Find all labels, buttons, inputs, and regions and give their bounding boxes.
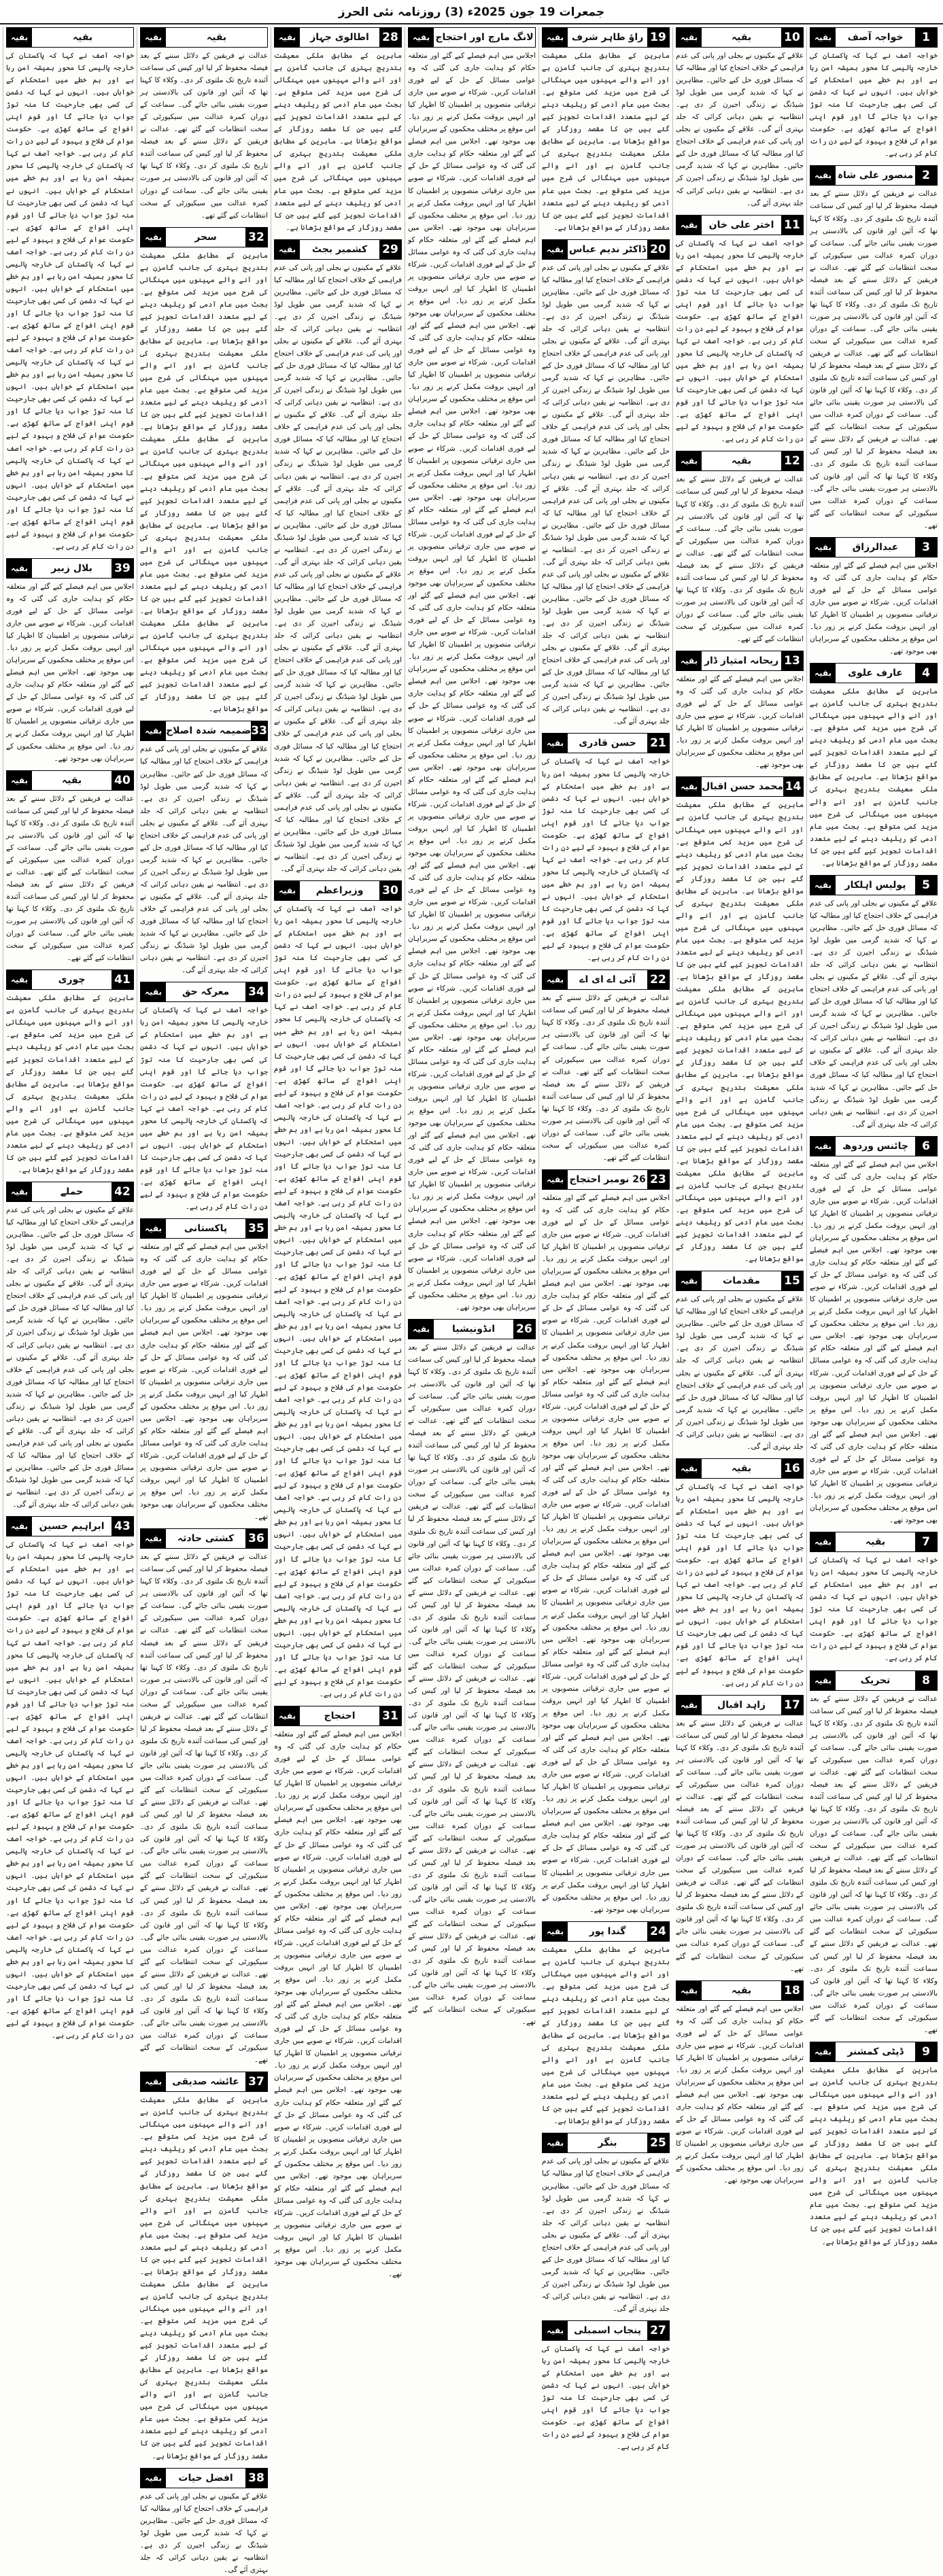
column-2 [672,27,806,2185]
article-heading [542,733,670,753]
article-heading [274,1706,402,1726]
baqiya-label: بقیہ [676,651,702,670]
article-heading [676,1458,804,1479]
article-body: ماہرین کے مطابق ملکی معیشت بتدریج بہتری کی جانب گامزن ہے اور آنے والے مہینوں میں مہنگائی کی شرح میں مزید کمی متوقع ہے۔ بجٹ میں عام آدمی کو ریلیف دینے کے لیے متعدد اقدامات تجویز کیے گئے ہیں جن کا مقصد روزگار کے مواقع بڑھانا ہے۔ ماہرین کے مطابق ملکی معیشت بتدریج بہتری کی جانب گامزن ہے اور آنے والے مہینوں میں مہنگائی کی شرح میں مزید کمی متوقع ہے۔ بجٹ میں عام آدمی کو ریلیف دینے کے لیے متعدد اقدامات تجویز کیے گئے ہیں جن کا مقصد روزگار کے مواقع بڑھانا ہے۔ [6,994,134,1174]
baqiya-label: بقیہ [275,881,300,900]
article-title: وزیراعظم [315,885,364,897]
article-continuation [140,2072,268,2462]
baqiya-label: بقیہ [7,1517,32,1536]
article-heading [140,1528,268,1549]
baqiya-label: بقیہ [810,876,836,895]
baqiya-label: بقیہ [275,28,300,47]
article-title: بقیہ [731,1985,752,1996]
article-continuation [140,1528,268,2066]
article-title: آئی اے ای اے [579,974,636,986]
continuation-number: 5 [915,876,937,895]
article-heading [542,1921,670,1942]
article-continuation [542,733,670,964]
article-body: ماہرین کے مطابق ملکی معیشت بتدریج بہتری کی جانب گامزن ہے اور آنے والے مہینوں میں مہنگائی کی شرح میں مزید کمی متوقع ہے۔ بجٹ میں عام آدمی کو ریلیف دینے کے لیے متعدد اقدامات تجویز کیے گئے ہیں جن کا مقصد روزگار کے مواقع بڑھانا ہے۔ ماہرین کے مطابق ملکی معیشت بتدریج بہتری کی جانب گامزن ہے اور آنے والے مہینوں میں مہنگائی کی شرح میں مزید کمی متوقع ہے۔ بجٹ میں عام آدمی کو ریلیف دینے کے لیے متعدد اقدامات تجویز کیے گئے ہیں جن کا مقصد روزگار کے مواقع بڑھانا ہے۔ ماہرین کے مطابق ملکی معیشت بتدریج بہتری کی جانب گامزن ہے اور آنے والے مہینوں میں مہنگائی کی شرح میں مزید کمی متوقع ہے۔ بجٹ میں عام آدمی کو ریلیف دینے کے لیے متعدد اقدامات تجویز کیے گئے ہیں جن کا مقصد روزگار کے مواقع بڑھانا ہے۔ ماہرین کے مطابق ملکی معیشت بتدریج بہتری کی جانب گامزن ہے اور آنے والے مہینوں میں مہنگائی کی شرح میں مزید کمی متوقع ہے۔ بجٹ میں عام آدمی کو ریلیف دینے کے لیے متعدد اقدامات تجویز کیے گئے ہیں جن کا مقصد روزگار کے مواقع بڑھانا ہے۔ ماہرین کے مطابق ملکی معیشت بتدریج بہتری کی جانب گامزن ہے اور آنے والے مہینوں میں مہنگائی کی شرح میں مزید کمی متوقع ہے۔ بجٹ میں عام آدمی کو ریلیف دینے کے لیے متعدد اقدامات تجویز کیے گئے ہیں جن کا مقصد روزگار کے مواقع بڑھانا ہے۔ [140,251,268,714]
article-heading [6,969,134,990]
article-title: معرکہ حق [182,986,230,998]
article-title: گندا پور [589,1925,626,1937]
baqiya-label: بقیہ [810,28,836,47]
article-heading [810,27,938,48]
article-body: ماہرین کے مطابق ملکی معیشت بتدریج بہتری کی جانب گامزن ہے اور آنے والے مہینوں میں مہنگائی کی شرح میں مزید کمی متوقع ہے۔ بجٹ میں عام آدمی کو ریلیف دینے کے لیے متعدد اقدامات تجویز کیے گئے ہیں جن کا مقصد روزگار کے مواقع بڑھانا ہے۔ ماہرین کے مطابق ملکی معیشت بتدریج بہتری کی جانب گامزن ہے اور آنے والے مہینوں میں مہنگائی کی شرح میں مزید کمی متوقع ہے۔ بجٹ میں عام آدمی کو ریلیف دینے کے لیے متعدد اقدامات تجویز کیے گئے ہیں جن کا مقصد روزگار کے مواقع بڑھانا ہے۔ [810,687,938,868]
article-heading [810,2042,938,2062]
baqiya-label: بقیہ [676,1271,702,1290]
article-body: اجلاس میں اہم فیصلے کیے گئے اور متعلقہ حکام کو ہدایت جاری کی گئی کہ وہ عوامی مسائل کے حل کے لیے فوری اقدامات کریں۔ شرکاء نے صوبے میں جاری ترقیاتی منصوبوں پر اطمینان کا اظہار کیا اور انہیں بروقت مکمل کرنے پر زور دیا۔ اس موقع پر مختلف محکموں کے سربراہان بھی موجود تھے۔ [676,675,804,770]
article-body: عدالت نے فریقین کے دلائل سننے کے بعد فیصلہ محفوظ کر لیا اور کیس کی سماعت آئندہ تاریخ تک ملتوی کر دی۔ وکلاء کا کہنا تھا کہ آئین اور قانون کی بالادستی ہر صورت یقینی بنائی جائے گی۔ سماعت کے دوران کمرہ عدالت میں سیکیورٹی کے سخت انتظامات کیے گئے تھے۔ عدالت نے فریقین کے دلائل سننے کے بعد فیصلہ محفوظ کر لیا اور کیس کی سماعت آئندہ تاریخ تک ملتوی کر دی۔ وکلاء کا کہنا تھا کہ آئین اور قانون کی بالادستی ہر صورت یقینی بنائی جائے گی۔ سماعت کے دوران کمرہ عدالت میں سیکیورٹی کے سخت انتظامات کیے گئے تھے۔ [676,475,804,644]
article-title: سحر [194,231,217,243]
article-body: عدالت نے فریقین کے دلائل سننے کے بعد فیصلہ محفوظ کر لیا اور کیس کی سماعت آئندہ تاریخ تک ملتوی کر دی۔ وکلاء کا کہنا تھا کہ آئین اور قانون کی بالادستی ہر صورت یقینی بنائی جائے گی۔ سماعت کے دوران کمرہ عدالت میں سیکیورٹی کے سخت انتظامات کیے گئے تھے۔ عدالت نے فریقین کے دلائل سننے کے بعد فیصلہ محفوظ کر لیا اور کیس کی سماعت آئندہ تاریخ تک ملتوی کر دی۔ وکلاء کا کہنا تھا کہ آئین اور قانون کی بالادستی ہر صورت یقینی بنائی جائے گی۔ سماعت کے دوران کمرہ عدالت میں سیکیورٹی کے سخت انتظامات کیے گئے تھے۔ [542,994,670,1162]
article-continuation [6,1182,134,1511]
continuation-number: 26 [513,1320,535,1339]
article-title: ریحانہ امتیاز ڈار [704,655,779,667]
article-heading [810,165,938,186]
article-continuation [676,776,804,1265]
article-title: 26 نومبر احتجاج [569,1173,646,1185]
article-continuation [676,215,804,446]
article-continuation [274,1706,402,2280]
article-body: خواجہ آصف نے کہا کہ پاکستان کی خارجہ پالیسی کا محور ہمیشہ امن رہا ہے اور ہم خطے میں استحکام کے خواہاں ہیں۔ انہوں نے کہا کہ دشمن کی کسی بھی جارحیت کا منہ توڑ جواب دیا جائے گا اور قوم اپنی افواج کے ساتھ کھڑی ہے۔ حکومت عوام کی فلاح و بہبود کے لیے دن رات کام کر رہی ہے۔ خواجہ آصف نے کہا کہ پاکستان کی خارجہ پالیسی کا محور ہمیشہ امن رہا ہے اور ہم خطے میں استحکام کے خواہاں ہیں۔ انہوں نے کہا کہ دشمن کی کسی بھی جارحیت کا منہ توڑ جواب دیا جائے گا اور قوم اپنی افواج کے ساتھ کھڑی ہے۔ حکومت عوام کی فلاح و بہبود کے لیے دن رات کام کر رہی ہے۔ خواجہ آصف نے کہا کہ پاکستان کی خارجہ پالیسی کا محور ہمیشہ امن رہا ہے اور ہم خطے میں استحکام کے خواہاں ہیں۔ انہوں نے کہا کہ دشمن کی کسی بھی جارحیت کا منہ توڑ جواب دیا جائے گا اور قوم اپنی افواج کے ساتھ کھڑی ہے۔ حکومت عوام کی فلاح و بہبود کے لیے دن رات کام کر رہی ہے۔ خواجہ آصف نے کہا کہ پاکستان کی خارجہ پالیسی کا محور ہمیشہ امن رہا ہے اور ہم خطے میں استحکام کے خواہاں ہیں۔ انہوں نے کہا کہ دشمن کی کسی بھی جارحیت کا منہ توڑ جواب دیا جائے گا اور قوم اپنی افواج کے ساتھ کھڑی ہے۔ حکومت عوام کی فلاح و بہبود کے لیے دن رات کام کر رہی ہے۔ خواجہ آصف نے کہا کہ پاکستان کی خارجہ پالیسی کا محور ہمیشہ امن رہا ہے اور ہم خطے میں استحکام کے خواہاں ہیں۔ انہوں نے کہا کہ دشمن کی کسی بھی جارحیت کا منہ توڑ جواب دیا جائے گا اور قوم اپنی افواج کے ساتھ کھڑی ہے۔ حکومت عوام کی فلاح و بہبود کے لیے دن رات کام کر رہی ہے۔ [6,52,134,551]
baqiya-label: بقیہ [810,1532,836,1551]
article-body: علاقے کے مکینوں نے بجلی اور پانی کی عدم فراہمی کے خلاف احتجاج کیا اور مطالبہ کیا کہ مسائل فوری حل کیے جائیں۔ مظاہرین نے کہا کہ شدید گرمی میں طویل لوڈ شیڈنگ نے زندگی اجیرن کر دی ہے۔ انتظامیہ نے یقین دہانی کرائی کہ جلد بہتری آئے گی۔ علاقے کے مکینوں نے بجلی اور پانی کی عدم فراہمی کے خلاف احتجاج کیا اور مطالبہ کیا کہ مسائل فوری حل کیے جائیں۔ مظاہرین نے کہا کہ شدید گرمی میں طویل لوڈ شیڈنگ نے زندگی اجیرن کر دی ہے۔ انتظامیہ نے یقین دہانی کرائی کہ جلد بہتری آئے گی۔ علاقے کے مکینوں نے بجلی اور پانی کی عدم فراہمی کے خلاف احتجاج کیا اور مطالبہ کیا کہ مسائل فوری حل کیے جائیں۔ مظاہرین نے کہا کہ شدید گرمی میں طویل لوڈ شیڈنگ نے زندگی اجیرن کر دی ہے۔ انتظامیہ نے یقین دہانی کرائی کہ جلد بہتری آئے گی۔ علاقے کے مکینوں نے بجلی اور پانی کی عدم فراہمی کے خلاف احتجاج کیا اور مطالبہ کیا کہ مسائل فوری حل کیے جائیں۔ مظاہرین نے کہا کہ شدید گرمی میں طویل لوڈ شیڈنگ نے زندگی اجیرن کر دی ہے۔ انتظامیہ نے یقین دہانی کرائی کہ جلد بہتری آئے گی۔ علاقے کے مکینوں نے بجلی اور پانی کی عدم فراہمی کے خلاف احتجاج کیا اور مطالبہ کیا کہ مسائل فوری حل کیے جائیں۔ مظاہرین نے کہا کہ شدید گرمی میں طویل لوڈ شیڈنگ نے زندگی اجیرن کر دی ہے۔ انتظامیہ نے یقین دہانی کرائی کہ جلد بہتری آئے گی۔ علاقے کے مکینوں نے بجلی اور پانی کی عدم فراہمی کے خلاف احتجاج کیا اور مطالبہ کیا کہ مسائل فوری حل کیے جائیں۔ مظاہرین نے کہا کہ شدید گرمی میں طویل لوڈ شیڈنگ نے زندگی اجیرن کر دی ہے۔ انتظامیہ نے یقین دہانی کرائی کہ جلد بہتری آئے گی۔ [542,263,670,726]
continuation-number: 6 [915,1137,937,1156]
baqiya-label: بقیہ [7,771,32,790]
article-title: راؤ طاہر شرف [571,32,644,43]
article-body: خواجہ آصف نے کہا کہ پاکستان کی خارجہ پالیسی کا محور ہمیشہ امن رہا ہے اور ہم خطے میں استحکام کے خواہاں ہیں۔ انہوں نے کہا کہ دشمن کی کسی بھی جارحیت کا منہ توڑ جواب دیا جائے گا اور قوم اپنی افواج کے ساتھ کھڑی ہے۔ حکومت عوام کی فلاح و بہبود کے لیے دن رات کام کر رہی ہے۔ [542,2345,670,2452]
article-heading [676,1980,804,2001]
article-continuation [6,558,134,765]
continuation-number: 37 [245,2072,267,2091]
baqiya-label: بقیہ [275,1706,300,1725]
article-continuation [810,165,938,531]
baqiya-label: بقیہ [810,538,836,557]
continuation-number: 27 [647,2321,669,2340]
article-continuation [676,1271,804,1453]
article-continuation [274,27,402,234]
article-heading [542,239,670,260]
article-body: علاقے کے مکینوں نے بجلی اور پانی کی عدم فراہمی کے خلاف احتجاج کیا اور مطالبہ کیا کہ مسائل فوری حل کیے جائیں۔ مظاہرین نے کہا کہ شدید گرمی میں طویل لوڈ شیڈنگ نے زندگی اجیرن کر دی ہے۔ انتظامیہ نے یقین دہانی کرائی کہ جلد بہتری آئے گی۔ علاقے کے مکینوں نے بجلی اور پانی کی عدم فراہمی کے خلاف احتجاج کیا اور مطالبہ کیا کہ مسائل فوری حل کیے جائیں۔ مظاہرین نے کہا کہ شدید گرمی میں طویل لوڈ شیڈنگ نے زندگی اجیرن کر دی ہے۔ انتظامیہ نے یقین دہانی کرائی کہ جلد بہتری آئے گی۔ علاقے کے مکینوں نے بجلی اور پانی کی عدم فراہمی کے خلاف احتجاج کیا اور مطالبہ کیا کہ مسائل فوری حل کیے جائیں۔ مظاہرین نے کہا کہ شدید گرمی میں طویل لوڈ شیڈنگ نے زندگی اجیرن کر دی ہے۔ انتظامیہ نے یقین دہانی کرائی کہ جلد بہتری آئے گی۔ علاقے کے مکینوں نے بجلی اور پانی کی عدم فراہمی کے خلاف احتجاج کیا اور مطالبہ کیا کہ مسائل فوری حل کیے جائیں۔ مظاہرین نے کہا کہ شدید گرمی میں طویل لوڈ شیڈنگ نے زندگی اجیرن کر دی ہے۔ انتظامیہ نے یقین دہانی کرائی کہ جلد بہتری آئے گی۔ [6,1205,134,1509]
article-continuation [676,27,804,209]
article-continuation [542,27,670,234]
article-body: ماہرین کے مطابق ملکی معیشت بتدریج بہتری کی جانب گامزن ہے اور آنے والے مہینوں میں مہنگائی کی شرح میں مزید کمی متوقع ہے۔ بجٹ میں عام آدمی کو ریلیف دینے کے لیے متعدد اقدامات تجویز کیے گئے ہیں جن کا مقصد روزگار کے مواقع بڑھانا ہے۔ ماہرین کے مطابق ملکی معیشت بتدریج بہتری کی جانب گامزن ہے اور آنے والے مہینوں میں مہنگائی کی شرح میں مزید کمی متوقع ہے۔ بجٹ میں عام آدمی کو ریلیف دینے کے لیے متعدد اقدامات تجویز کیے گئے ہیں جن کا مقصد روزگار کے مواقع بڑھانا ہے۔ [810,2065,938,2246]
continuation-number: 36 [245,1529,267,1548]
article-continuation [676,651,804,771]
article-title: چوری [58,974,86,986]
article-title: ڈپٹی کمشنر [847,2046,904,2057]
article-heading [810,537,938,557]
baqiya-label: بقیہ [543,2321,568,2340]
continuation-number: 11 [781,216,803,235]
article-continuation [140,721,268,976]
continuation-number: 14 [783,777,803,796]
baqiya-label: بقیہ [543,734,568,753]
continuation-number: 29 [379,240,401,259]
article-heading [274,239,402,260]
article-body: علاقے کے مکینوں نے بجلی اور پانی کی عدم فراہمی کے خلاف احتجاج کیا اور مطالبہ کیا کہ مسائل فوری حل کیے جائیں۔ مظاہرین نے کہا کہ شدید گرمی میں طویل لوڈ شیڈنگ نے زندگی اجیرن کر دی ہے۔ انتظامیہ نے یقین دہانی کرائی کہ جلد بہتری آئے گی۔ علاقے کے مکینوں نے بجلی اور پانی کی عدم فراہمی کے خلاف احتجاج کیا اور مطالبہ کیا کہ مسائل فوری حل کیے جائیں۔ مظاہرین نے کہا کہ شدید گرمی میں طویل لوڈ شیڈنگ نے زندگی اجیرن کر دی ہے۔ انتظامیہ نے یقین دہانی کرائی کہ جلد بہتری آئے گی۔ علاقے کے مکینوں نے بجلی اور پانی کی عدم فراہمی کے خلاف احتجاج کیا اور مطالبہ کیا کہ مسائل فوری حل کیے جائیں۔ مظاہرین نے کہا کہ شدید گرمی میں طویل لوڈ شیڈنگ نے زندگی اجیرن کر دی ہے۔ انتظامیہ نے یقین دہانی کرائی کہ جلد بہتری آئے گی۔ [810,899,938,1129]
continuation-number: 10 [781,28,803,47]
continuation-number: 41 [112,970,133,989]
article-title: افضل حیات [178,2472,233,2484]
article-heading [6,770,134,791]
article-title: ڈاکٹر ندیم عباس [569,243,646,255]
article-body: عدالت نے فریقین کے دلائل سننے کے بعد فیصلہ محفوظ کر لیا اور کیس کی سماعت آئندہ تاریخ تک ملتوی کر دی۔ وکلاء کا کہنا تھا کہ آئین اور قانون کی بالادستی ہر صورت یقینی بنائی جائے گی۔ سماعت کے دوران کمرہ عدالت میں سیکیورٹی کے سخت انتظامات کیے گئے تھے۔ عدالت نے فریقین کے دلائل سننے کے بعد فیصلہ محفوظ کر لیا اور کیس کی سماعت آئندہ تاریخ تک ملتوی کر دی۔ وکلاء کا کہنا تھا کہ آئین اور قانون کی بالادستی ہر صورت یقینی بنائی جائے گی۔ سماعت کے دوران کمرہ عدالت میں سیکیورٹی کے سخت انتظامات کیے گئے تھے۔ عدالت نے فریقین کے دلائل سننے کے بعد فیصلہ محفوظ کر لیا اور کیس کی سماعت آئندہ تاریخ تک ملتوی کر دی۔ وکلاء کا کہنا تھا کہ آئین اور قانون کی بالادستی ہر صورت یقینی بنائی جائے گی۔ سماعت کے دوران کمرہ عدالت میں سیکیورٹی کے سخت انتظامات کیے گئے تھے۔ عدالت نے فریقین کے دلائل سننے کے بعد فیصلہ محفوظ کر لیا اور کیس کی سماعت آئندہ تاریخ تک ملتوی کر دی۔ وکلاء کا کہنا تھا کہ آئین اور قانون کی بالادستی ہر صورت یقینی بنائی جائے گی۔ سماعت کے دوران کمرہ عدالت میں سیکیورٹی کے سخت انتظامات کیے گئے تھے۔ عدالت نے فریقین کے دلائل سننے کے بعد فیصلہ محفوظ کر لیا اور کیس کی سماعت آئندہ تاریخ تک ملتوی کر دی۔ وکلاء کا کہنا تھا کہ آئین اور قانون کی بالادستی ہر صورت یقینی بنائی جائے گی۔ سماعت کے دوران کمرہ عدالت میں سیکیورٹی کے سخت انتظامات کیے گئے تھے۔ عدالت نے فریقین کے دلائل سننے کے بعد فیصلہ محفوظ کر لیا اور کیس کی سماعت آئندہ تاریخ تک ملتوی کر دی۔ وکلاء کا کہنا تھا کہ آئین اور قانون کی بالادستی ہر صورت یقینی بنائی جائے گی۔ سماعت کے دوران کمرہ عدالت میں سیکیورٹی کے سخت انتظامات کیے گئے تھے۔ [140,1553,268,2065]
article-heading [810,1670,938,1691]
article-heading [6,558,134,579]
continuation-number: 12 [781,451,803,470]
continuation-number: 22 [647,970,669,989]
article-body: عدالت نے فریقین کے دلائل سننے کے بعد فیصلہ محفوظ کر لیا اور کیس کی سماعت آئندہ تاریخ تک ملتوی کر دی۔ وکلاء کا کہنا تھا کہ آئین اور قانون کی بالادستی ہر صورت یقینی بنائی جائے گی۔ سماعت کے دوران کمرہ عدالت میں سیکیورٹی کے سخت انتظامات کیے گئے تھے۔ عدالت نے فریقین کے دلائل سننے کے بعد فیصلہ محفوظ کر لیا اور کیس کی سماعت آئندہ تاریخ تک ملتوی کر دی۔ وکلاء کا کہنا تھا کہ آئین اور قانون کی بالادستی ہر صورت یقینی بنائی جائے گی۔ سماعت کے دوران کمرہ عدالت میں سیکیورٹی کے سخت انتظامات کیے گئے تھے۔ [6,794,134,963]
baqiya-label: بقیہ [275,240,300,259]
article-title: پولیس اہلکار [844,879,906,891]
article-body: علاقے کے مکینوں نے بجلی اور پانی کی عدم فراہمی کے خلاف احتجاج کیا اور مطالبہ کیا کہ مسائل فوری حل کیے جائیں۔ مظاہرین نے کہا کہ شدید گرمی میں طویل لوڈ شیڈنگ نے زندگی اجیرن کر دی ہے۔ انتظامیہ نے یقین دہانی کرائی کہ جلد بہتری آئے گی۔ علاقے کے مکینوں نے بجلی اور پانی کی عدم فراہمی کے خلاف احتجاج کیا اور مطالبہ کیا کہ مسائل فوری حل کیے جائیں۔ مظاہرین نے کہا کہ شدید گرمی میں طویل لوڈ شیڈنگ نے زندگی اجیرن کر دی ہے۔ انتظامیہ نے یقین دہانی کرائی کہ جلد بہتری آئے گی۔ [676,52,804,207]
article-title: عائشہ صدیقی [172,2076,239,2088]
article-body: علاقے کے مکینوں نے بجلی اور پانی کی عدم فراہمی کے خلاف احتجاج کیا اور مطالبہ کیا کہ مسائل فوری حل کیے جائیں۔ مظاہرین نے کہا کہ شدید گرمی میں طویل لوڈ شیڈنگ نے زندگی اجیرن کر دی ہے۔ انتظامیہ نے یقین دہانی کرائی کہ جلد بہتری آئے گی۔ علاقے کے مکینوں نے بجلی اور پانی کی عدم فراہمی کے خلاف احتجاج کیا اور مطالبہ کیا کہ مسائل فوری حل کیے جائیں۔ مظاہرین نے کہا کہ شدید گرمی میں طویل لوڈ شیڈنگ نے زندگی اجیرن کر دی ہے۔ انتظامیہ نے یقین دہانی کرائی کہ جلد بہتری آئے گی۔ علاقے کے مکینوں نے بجلی اور پانی کی عدم فراہمی کے خلاف احتجاج کیا اور مطالبہ کیا کہ مسائل فوری حل کیے جائیں۔ مظاہرین نے کہا کہ شدید گرمی میں طویل لوڈ شیڈنگ نے زندگی اجیرن کر دی ہے۔ انتظامیہ نے یقین دہانی کرائی کہ جلد بہتری آئے گی۔ [140,745,268,975]
article-body: ماہرین کے مطابق ملکی معیشت بتدریج بہتری کی جانب گامزن ہے اور آنے والے مہینوں میں مہنگائی کی شرح میں مزید کمی متوقع ہے۔ بجٹ میں عام آدمی کو ریلیف دینے کے لیے متعدد اقدامات تجویز کیے گئے ہیں جن کا مقصد روزگار کے مواقع بڑھانا ہے۔ ماہرین کے مطابق ملکی معیشت بتدریج بہتری کی جانب گامزن ہے اور آنے والے مہینوں میں مہنگائی کی شرح میں مزید کمی متوقع ہے۔ بجٹ میں عام آدمی کو ریلیف دینے کے لیے متعدد اقدامات تجویز کیے گئے ہیں جن کا مقصد روزگار کے مواقع بڑھانا ہے۔ ماہرین کے مطابق ملکی معیشت بتدریج بہتری کی جانب گامزن ہے اور آنے والے مہینوں میں مہنگائی کی شرح میں مزید کمی متوقع ہے۔ بجٹ میں عام آدمی کو ریلیف دینے کے لیے متعدد اقدامات تجویز کیے گئے ہیں جن کا مقصد روزگار کے مواقع بڑھانا ہے۔ ماہرین کے مطابق ملکی معیشت بتدریج بہتری کی جانب گامزن ہے اور آنے والے مہینوں میں مہنگائی کی شرح میں مزید کمی متوقع ہے۔ بجٹ میں عام آدمی کو ریلیف دینے کے لیے متعدد اقدامات تجویز کیے گئے ہیں جن کا مقصد روزگار کے مواقع بڑھانا ہے۔ [140,2096,268,2460]
article-continuation [542,239,670,728]
article-continuation [408,1319,536,2029]
article-title: ضمیمہ شدہ اصلاح [166,725,252,737]
article-body: خواجہ آصف نے کہا کہ پاکستان کی خارجہ پالیسی کا محور ہمیشہ امن رہا ہے اور ہم خطے میں استحکام کے خواہاں ہیں۔ انہوں نے کہا کہ دشمن کی کسی بھی جارحیت کا منہ توڑ جواب دیا جائے گا اور قوم اپنی افواج کے ساتھ کھڑی ہے۔ حکومت عوام کی فلاح و بہبود کے لیے دن رات کام کر رہی ہے۔ خواجہ آصف نے کہا کہ پاکستان کی خارجہ پالیسی کا محور ہمیشہ امن رہا ہے اور ہم خطے میں استحکام کے خواہاں ہیں۔ انہوں نے کہا کہ دشمن کی کسی بھی جارحیت کا منہ توڑ جواب دیا جائے گا اور قوم اپنی افواج کے ساتھ کھڑی ہے۔ حکومت عوام کی فلاح و بہبود کے لیے دن رات کام کر رہی ہے۔ خواجہ آصف نے کہا کہ پاکستان کی خارجہ پالیسی کا محور ہمیشہ امن رہا ہے اور ہم خطے میں استحکام کے خواہاں ہیں۔ انہوں نے کہا کہ دشمن کی کسی بھی جارحیت کا منہ توڑ جواب دیا جائے گا اور قوم اپنی افواج کے ساتھ کھڑی ہے۔ حکومت عوام کی فلاح و بہبود کے لیے دن رات کام کر رہی ہے۔ خواجہ آصف نے کہا کہ پاکستان کی خارجہ پالیسی کا محور ہمیشہ امن رہا ہے اور ہم خطے میں استحکام کے خواہاں ہیں۔ انہوں نے کہا کہ دشمن کی کسی بھی جارحیت کا منہ توڑ جواب دیا جائے گا اور قوم اپنی افواج کے ساتھ کھڑی ہے۔ حکومت عوام کی فلاح و بہبود کے لیے دن رات کام کر رہی ہے۔ خواجہ آصف نے کہا کہ پاکستان کی خارجہ پالیسی کا محور ہمیشہ امن رہا ہے اور ہم خطے میں استحکام کے خواہاں ہیں۔ انہوں نے کہا کہ دشمن کی کسی بھی جارحیت کا منہ توڑ جواب دیا جائے گا اور قوم اپنی افواج کے ساتھ کھڑی ہے۔ حکومت عوام کی فلاح و بہبود کے لیے دن رات کام کر رہی ہے۔ خواجہ آصف نے کہا کہ پاکستان کی خارجہ پالیسی کا محور ہمیشہ امن رہا ہے اور ہم خطے میں استحکام کے خواہاں ہیں۔ انہوں نے کہا کہ دشمن کی کسی بھی جارحیت کا منہ توڑ جواب دیا جائے گا اور قوم اپنی افواج کے ساتھ کھڑی ہے۔ حکومت عوام کی فلاح و بہبود کے لیے دن رات کام کر رہی ہے۔ خواجہ آصف نے کہا کہ پاکستان کی خارجہ پالیسی کا محور ہمیشہ امن رہا ہے اور ہم خطے میں استحکام کے خواہاں ہیں۔ انہوں نے کہا کہ دشمن کی کسی بھی جارحیت کا منہ توڑ جواب دیا جائے گا اور قوم اپنی افواج کے ساتھ کھڑی ہے۔ حکومت عوام کی فلاح و بہبود کے لیے دن رات کام کر رہی ہے۔ خواجہ آصف نے کہا کہ پاکستان کی خارجہ پالیسی کا محور ہمیشہ امن رہا ہے اور ہم خطے میں استحکام کے خواہاں ہیں۔ انہوں نے کہا کہ دشمن کی کسی بھی جارحیت کا منہ توڑ جواب دیا جائے گا اور قوم اپنی افواج کے ساتھ کھڑی ہے۔ حکومت عوام کی فلاح و بہبود کے لیے دن رات کام کر رہی ہے۔ [274,905,402,1699]
article-title: زاہد اقبال [717,1699,766,1711]
article-title: بنگر [598,2137,617,2149]
article-continuation [6,27,134,553]
article-heading [140,1218,268,1239]
article-continuation [810,663,938,870]
continuation-number: 42 [112,1182,133,1201]
article-heading [140,721,268,741]
article-heading [6,1182,134,1202]
baqiya-label: بقیہ [676,777,702,796]
continuation-number: 23 [647,1170,669,1189]
article-title: عبدالرزاق [852,541,899,553]
continuation-number: 15 [781,1271,803,1290]
article-title: بقیہ [731,456,752,467]
article-heading [6,1516,134,1536]
continuation-number: 3 [915,538,937,557]
article-continuation [676,451,804,645]
article-continuation [542,1169,670,1916]
baqiya-label: بقیہ [543,1170,568,1189]
article-body: علاقے کے مکینوں نے بجلی اور پانی کی عدم فراہمی کے خلاف احتجاج کیا اور مطالبہ کیا کہ مسائل فوری حل کیے جائیں۔ مظاہرین نے کہا کہ شدید گرمی میں طویل لوڈ شیڈنگ نے زندگی اجیرن کر دی ہے۔ انتظامیہ نے یقین دہانی کرائی کہ جلد بہتری آئے گی۔ [140,2492,268,2574]
article-continuation [676,1980,804,2187]
continuation-number: 18 [781,1981,803,2000]
article-continuation [408,27,536,1313]
article-body: خواجہ آصف نے کہا کہ پاکستان کی خارجہ پالیسی کا محور ہمیشہ امن رہا ہے اور ہم خطے میں استحکام کے خواہاں ہیں۔ انہوں نے کہا کہ دشمن کی کسی بھی جارحیت کا منہ توڑ جواب دیا جائے گا اور قوم اپنی افواج کے ساتھ کھڑی ہے۔ حکومت عوام کی فلاح و بہبود کے لیے دن رات کام کر رہی ہے۔ [810,1556,938,1663]
article-heading [6,27,134,48]
article-continuation [274,239,402,875]
article-title: پاکستانی [184,1223,228,1235]
article-body: خواجہ آصف نے کہا کہ پاکستان کی خارجہ پالیسی کا محور ہمیشہ امن رہا ہے اور ہم خطے میں استحکام کے خواہاں ہیں۔ انہوں نے کہا کہ دشمن کی کسی بھی جارحیت کا منہ توڑ جواب دیا جائے گا اور قوم اپنی افواج کے ساتھ کھڑی ہے۔ حکومت عوام کی فلاح و بہبود کے لیے دن رات کام کر رہی ہے۔ خواجہ آصف نے کہا کہ پاکستان کی خارجہ پالیسی کا محور ہمیشہ امن رہا ہے اور ہم خطے میں استحکام کے خواہاں ہیں۔ انہوں نے کہا کہ دشمن کی کسی بھی جارحیت کا منہ توڑ جواب دیا جائے گا اور قوم اپنی افواج کے ساتھ کھڑی ہے۔ حکومت عوام کی فلاح و بہبود کے لیے دن رات کام کر رہی ہے۔ خواجہ آصف نے کہا کہ پاکستان کی خارجہ پالیسی کا محور ہمیشہ امن رہا ہے اور ہم خطے میں استحکام کے خواہاں ہیں۔ انہوں نے کہا کہ دشمن کی کسی بھی جارحیت کا منہ توڑ جواب دیا جائے گا اور قوم اپنی افواج کے ساتھ کھڑی ہے۔ حکومت عوام کی فلاح و بہبود کے لیے دن رات کام کر رہی ہے۔ خواجہ آصف نے کہا کہ پاکستان کی خارجہ پالیسی کا محور ہمیشہ امن رہا ہے اور ہم خطے میں استحکام کے خواہاں ہیں۔ انہوں نے کہا کہ دشمن کی کسی بھی جارحیت کا منہ توڑ جواب دیا جائے گا اور قوم اپنی افواج کے ساتھ کھڑی ہے۔ حکومت عوام کی فلاح و بہبود کے لیے دن رات کام کر رہی ہے۔ خواجہ آصف نے کہا کہ پاکستان کی خارجہ پالیسی کا محور ہمیشہ امن رہا ہے اور ہم خطے میں استحکام کے خواہاں ہیں۔ انہوں نے کہا کہ دشمن کی کسی بھی جارحیت کا منہ توڑ جواب دیا جائے گا اور قوم اپنی افواج کے ساتھ کھڑی ہے۔ حکومت عوام کی فلاح و بہبود کے لیے دن رات کام کر رہی ہے۔ [6,1541,134,2040]
continuation-number: 30 [379,881,401,900]
baqiya-label: بقیہ [141,982,166,1001]
baqiya-label: بقیہ [810,1137,836,1156]
article-heading [140,2072,268,2092]
article-continuation [542,2133,670,2315]
article-title: حسن قادری [579,738,636,749]
article-title: حملے [60,1186,84,1197]
article-body: اجلاس میں اہم فیصلے کیے گئے اور متعلقہ حکام کو ہدایت جاری کی گئی کہ وہ عوامی مسائل کے حل کے لیے فوری اقدامات کریں۔ شرکاء نے صوبے میں جاری ترقیاتی منصوبوں پر اطمینان کا اظہار کیا اور انہیں بروقت مکمل کرنے پر زور دیا۔ اس موقع پر مختلف محکموں کے سربراہان بھی موجود تھے۔ اجلاس میں اہم فیصلے کیے گئے اور متعلقہ حکام کو ہدایت جاری کی گئی کہ وہ عوامی مسائل کے حل کے لیے فوری اقدامات کریں۔ شرکاء نے صوبے میں جاری ترقیاتی منصوبوں پر اطمینان کا اظہار کیا اور انہیں بروقت مکمل کرنے پر زور دیا۔ اس موقع پر مختلف محکموں کے سربراہان بھی موجود تھے۔ [676,2004,804,2185]
article-heading [810,875,938,895]
article-body: اجلاس میں اہم فیصلے کیے گئے اور متعلقہ حکام کو ہدایت جاری کی گئی کہ وہ عوامی مسائل کے حل کے لیے فوری اقدامات کریں۔ شرکاء نے صوبے میں جاری ترقیاتی منصوبوں پر اطمینان کا اظہار کیا اور انہیں بروقت مکمل کرنے پر زور دیا۔ اس موقع پر مختلف محکموں کے سربراہان بھی موجود تھے۔ اجلاس میں اہم فیصلے کیے گئے اور متعلقہ حکام کو ہدایت جاری کی گئی کہ وہ عوامی مسائل کے حل کے لیے فوری اقدامات کریں۔ شرکاء نے صوبے میں جاری ترقیاتی منصوبوں پر اطمینان کا اظہار کیا اور انہیں بروقت مکمل کرنے پر زور دیا۔ اس موقع پر مختلف محکموں کے سربراہان بھی موجود تھے۔ اجلاس میں اہم فیصلے کیے گئے اور متعلقہ حکام کو ہدایت جاری کی گئی کہ وہ عوامی مسائل کے حل کے لیے فوری اقدامات کریں۔ شرکاء نے صوبے میں جاری ترقیاتی منصوبوں پر اطمینان کا اظہار کیا اور انہیں بروقت مکمل کرنے پر زور دیا۔ اس موقع پر مختلف محکموں کے سربراہان بھی موجود تھے۔ اجلاس میں اہم فیصلے کیے گئے اور متعلقہ حکام کو ہدایت جاری کی گئی کہ وہ عوامی مسائل کے حل کے لیے فوری اقدامات کریں۔ شرکاء نے صوبے میں جاری ترقیاتی منصوبوں پر اطمینان کا اظہار کیا اور انہیں بروقت مکمل کرنے پر زور دیا۔ اس موقع پر مختلف محکموں کے سربراہان بھی موجود تھے۔ اجلاس میں اہم فیصلے کیے گئے اور متعلقہ حکام کو ہدایت جاری کی گئی کہ وہ عوامی مسائل کے حل کے لیے فوری اقدامات کریں۔ شرکاء نے صوبے میں جاری ترقیاتی منصوبوں پر اطمینان کا اظہار کیا اور انہیں بروقت مکمل کرنے پر زور دیا۔ اس موقع پر مختلف محکموں کے سربراہان بھی موجود تھے۔ اجلاس میں اہم فیصلے کیے گئے اور متعلقہ حکام کو ہدایت جاری کی گئی کہ وہ عوامی مسائل کے حل کے لیے فوری اقدامات کریں۔ شرکاء نے صوبے میں جاری ترقیاتی منصوبوں پر اطمینان کا اظہار کیا اور انہیں بروقت مکمل کرنے پر زور دیا۔ اس موقع پر مختلف محکموں کے سربراہان بھی موجود تھے۔ [274,1730,402,2279]
article-title: تحریک [860,1675,891,1686]
article-body: ماہرین کے مطابق ملکی معیشت بتدریج بہتری کی جانب گامزن ہے اور آنے والے مہینوں میں مہنگائی کی شرح میں مزید کمی متوقع ہے۔ بجٹ میں عام آدمی کو ریلیف دینے کے لیے متعدد اقدامات تجویز کیے گئے ہیں جن کا مقصد روزگار کے مواقع بڑھانا ہے۔ ماہرین کے مطابق ملکی معیشت بتدریج بہتری کی جانب گامزن ہے اور آنے والے مہینوں میں مہنگائی کی شرح میں مزید کمی متوقع ہے۔ بجٹ میں عام آدمی کو ریلیف دینے کے لیے متعدد اقدامات تجویز کیے گئے ہیں جن کا مقصد روزگار کے مواقع بڑھانا ہے۔ [274,52,402,232]
continuation-number: 43 [112,1517,133,1536]
article-body: اجلاس میں اہم فیصلے کیے گئے اور متعلقہ حکام کو ہدایت جاری کی گئی کہ وہ عوامی مسائل کے حل کے لیے فوری اقدامات کریں۔ شرکاء نے صوبے میں جاری ترقیاتی منصوبوں پر اطمینان کا اظہار کیا اور انہیں بروقت مکمل کرنے پر زور دیا۔ اس موقع پر مختلف محکموں کے سربراہان بھی موجود تھے۔ [810,561,938,656]
column-1 [806,27,940,2246]
continuation-number: 4 [915,664,937,683]
baqiya-label: بقیہ [676,451,702,470]
baqiya-label: بقیہ [676,1981,702,2000]
article-title: بقیہ [61,774,82,786]
article-heading [140,227,268,247]
newspaper-page [3,27,940,2574]
continuation-number: 35 [245,1219,267,1238]
article-heading [542,969,670,990]
article-body: اجلاس میں اہم فیصلے کیے گئے اور متعلقہ حکام کو ہدایت جاری کی گئی کہ وہ عوامی مسائل کے حل کے لیے فوری اقدامات کریں۔ شرکاء نے صوبے میں جاری ترقیاتی منصوبوں پر اطمینان کا اظہار کیا اور انہیں بروقت مکمل کرنے پر زور دیا۔ اس موقع پر مختلف محکموں کے سربراہان بھی موجود تھے۔ اجلاس میں اہم فیصلے کیے گئے اور متعلقہ حکام کو ہدایت جاری کی گئی کہ وہ عوامی مسائل کے حل کے لیے فوری اقدامات کریں۔ شرکاء نے صوبے میں جاری ترقیاتی منصوبوں پر اطمینان کا اظہار کیا اور انہیں بروقت مکمل کرنے پر زور دیا۔ اس موقع پر مختلف محکموں کے سربراہان بھی موجود تھے۔ اجلاس میں اہم فیصلے کیے گئے اور متعلقہ حکام کو ہدایت جاری کی گئی کہ وہ عوامی مسائل کے حل کے لیے فوری اقدامات کریں۔ شرکاء نے صوبے میں جاری ترقیاتی منصوبوں پر اطمینان کا اظہار کیا اور انہیں بروقت مکمل کرنے پر زور دیا۔ اس موقع پر مختلف محکموں کے سربراہان بھی موجود تھے۔ اجلاس میں اہم فیصلے کیے گئے اور متعلقہ حکام کو ہدایت جاری کی گئی کہ وہ عوامی مسائل کے حل کے لیے فوری اقدامات کریں۔ شرکاء نے صوبے میں جاری ترقیاتی منصوبوں پر اطمینان کا اظہار کیا اور انہیں بروقت مکمل کرنے پر زور دیا۔ اس موقع پر مختلف محکموں کے سربراہان بھی موجود تھے۔ اجلاس میں اہم فیصلے کیے گئے اور متعلقہ حکام کو ہدایت جاری کی گئی کہ وہ عوامی مسائل کے حل کے لیے فوری اقدامات کریں۔ شرکاء نے صوبے میں جاری ترقیاتی منصوبوں پر اطمینان کا اظہار کیا اور انہیں بروقت مکمل کرنے پر زور دیا۔ اس موقع پر مختلف محکموں کے سربراہان بھی موجود تھے۔ اجلاس میں اہم فیصلے کیے گئے اور متعلقہ حکام کو ہدایت جاری کی گئی کہ وہ عوامی مسائل کے حل کے لیے فوری اقدامات کریں۔ شرکاء نے صوبے میں جاری ترقیاتی منصوبوں پر اطمینان کا اظہار کیا اور انہیں بروقت مکمل کرنے پر زور دیا۔ اس موقع پر مختلف محکموں کے سربراہان بھی موجود تھے۔ اجلاس میں اہم فیصلے کیے گئے اور متعلقہ حکام کو ہدایت جاری کی گئی کہ وہ عوامی مسائل کے حل کے لیے فوری اقدامات کریں۔ شرکاء نے صوبے میں جاری ترقیاتی منصوبوں پر اطمینان کا اظہار کیا اور انہیں بروقت مکمل کرنے پر زور دیا۔ اس موقع پر مختلف محکموں کے سربراہان بھی موجود تھے۔ اجلاس میں اہم فیصلے کیے گئے اور متعلقہ حکام کو ہدایت جاری کی گئی کہ وہ عوامی مسائل کے حل کے لیے فوری اقدامات کریں۔ شرکاء نے صوبے میں جاری ترقیاتی منصوبوں پر اطمینان کا اظہار کیا اور انہیں بروقت مکمل کرنے پر زور دیا۔ اس موقع پر مختلف محکموں کے سربراہان بھی موجود تھے۔ [542,1193,670,1914]
article-body: خواجہ آصف نے کہا کہ پاکستان کی خارجہ پالیسی کا محور ہمیشہ امن رہا ہے اور ہم خطے میں استحکام کے خواہاں ہیں۔ انہوں نے کہا کہ دشمن کی کسی بھی جارحیت کا منہ توڑ جواب دیا جائے گا اور قوم اپنی افواج کے ساتھ کھڑی ہے۔ حکومت عوام کی فلاح و بہبود کے لیے دن رات کام کر رہی ہے۔ خواجہ آصف نے کہا کہ پاکستان کی خارجہ پالیسی کا محور ہمیشہ امن رہا ہے اور ہم خطے میں استحکام کے خواہاں ہیں۔ انہوں نے کہا کہ دشمن کی کسی بھی جارحیت کا منہ توڑ جواب دیا جائے گا اور قوم اپنی افواج کے ساتھ کھڑی ہے۔ حکومت عوام کی فلاح و بہبود کے لیے دن رات کام کر رہی ہے۔ [676,239,804,444]
article-heading [542,2320,670,2341]
article-body: ماہرین کے مطابق ملکی معیشت بتدریج بہتری کی جانب گامزن ہے اور آنے والے مہینوں میں مہنگائی کی شرح میں مزید کمی متوقع ہے۔ بجٹ میں عام آدمی کو ریلیف دینے کے لیے متعدد اقدامات تجویز کیے گئے ہیں جن کا مقصد روزگار کے مواقع بڑھانا ہے۔ ماہرین کے مطابق ملکی معیشت بتدریج بہتری کی جانب گامزن ہے اور آنے والے مہینوں میں مہنگائی کی شرح میں مزید کمی متوقع ہے۔ بجٹ میں عام آدمی کو ریلیف دینے کے لیے متعدد اقدامات تجویز کیے گئے ہیں جن کا مقصد روزگار کے مواقع بڑھانا ہے۔ [542,1945,670,2126]
article-title: خواجہ آصف [847,32,904,43]
article-body: علاقے کے مکینوں نے بجلی اور پانی کی عدم فراہمی کے خلاف احتجاج کیا اور مطالبہ کیا کہ مسائل فوری حل کیے جائیں۔ مظاہرین نے کہا کہ شدید گرمی میں طویل لوڈ شیڈنگ نے زندگی اجیرن کر دی ہے۔ انتظامیہ نے یقین دہانی کرائی کہ جلد بہتری آئے گی۔ علاقے کے مکینوں نے بجلی اور پانی کی عدم فراہمی کے خلاف احتجاج کیا اور مطالبہ کیا کہ مسائل فوری حل کیے جائیں۔ مظاہرین نے کہا کہ شدید گرمی میں طویل لوڈ شیڈنگ نے زندگی اجیرن کر دی ہے۔ انتظامیہ نے یقین دہانی کرائی کہ جلد بہتری آئے گی۔ [676,1295,804,1451]
article-continuation [810,1532,938,1664]
article-body: خواجہ آصف نے کہا کہ پاکستان کی خارجہ پالیسی کا محور ہمیشہ امن رہا ہے اور ہم خطے میں استحکام کے خواہاں ہیں۔ انہوں نے کہا کہ دشمن کی کسی بھی جارحیت کا منہ توڑ جواب دیا جائے گا اور قوم اپنی افواج کے ساتھ کھڑی ہے۔ حکومت عوام کی فلاح و بہبود کے لیے دن رات کام کر رہی ہے۔ [810,52,938,158]
article-heading [542,2133,670,2153]
continuation-number: 32 [245,228,267,247]
article-continuation [810,1136,938,1526]
article-title: بقیہ [731,1462,752,1474]
article-body: عدالت نے فریقین کے دلائل سننے کے بعد فیصلہ محفوظ کر لیا اور کیس کی سماعت آئندہ تاریخ تک ملتوی کر دی۔ وکلاء کا کہنا تھا کہ آئین اور قانون کی بالادستی ہر صورت یقینی بنائی جائے گی۔ سماعت کے دوران کمرہ عدالت میں سیکیورٹی کے سخت انتظامات کیے گئے تھے۔ عدالت نے فریقین کے دلائل سننے کے بعد فیصلہ محفوظ کر لیا اور کیس کی سماعت آئندہ تاریخ تک ملتوی کر دی۔ وکلاء کا کہنا تھا کہ آئین اور قانون کی بالادستی ہر صورت یقینی بنائی جائے گی۔ سماعت کے دوران کمرہ عدالت میں سیکیورٹی کے سخت انتظامات کیے گئے تھے۔ عدالت نے فریقین کے دلائل سننے کے بعد فیصلہ محفوظ کر لیا اور کیس کی سماعت آئندہ تاریخ تک ملتوی کر دی۔ وکلاء کا کہنا تھا کہ آئین اور قانون کی بالادستی ہر صورت یقینی بنائی جائے گی۔ سماعت کے دوران کمرہ عدالت میں سیکیورٹی کے سخت انتظامات کیے گئے تھے۔ عدالت نے فریقین کے دلائل سننے کے بعد فیصلہ محفوظ کر لیا اور کیس کی سماعت آئندہ تاریخ تک ملتوی کر دی۔ وکلاء کا کہنا تھا کہ آئین اور قانون کی بالادستی ہر صورت یقینی بنائی جائے گی۔ سماعت کے دوران کمرہ عدالت میں سیکیورٹی کے سخت انتظامات کیے گئے تھے۔ عدالت نے فریقین کے دلائل سننے کے بعد فیصلہ محفوظ کر لیا اور کیس کی سماعت آئندہ تاریخ تک ملتوی کر دی۔ وکلاء کا کہنا تھا کہ آئین اور قانون کی بالادستی ہر صورت یقینی بنائی جائے گی۔ سماعت کے دوران کمرہ عدالت میں سیکیورٹی کے سخت انتظامات کیے گئے تھے۔ عدالت نے فریقین کے دلائل سننے کے بعد فیصلہ محفوظ کر لیا اور کیس کی سماعت آئندہ تاریخ تک ملتوی کر دی۔ وکلاء کا کہنا تھا کہ آئین اور قانون کی بالادستی ہر صورت یقینی بنائی جائے گی۔ سماعت کے دوران کمرہ عدالت میں سیکیورٹی کے سخت انتظامات کیے گئے تھے۔ عدالت نے فریقین کے دلائل سننے کے بعد فیصلہ محفوظ کر لیا اور کیس کی سماعت آئندہ تاریخ تک ملتوی کر دی۔ وکلاء کا کہنا تھا کہ آئین اور قانون کی بالادستی ہر صورت یقینی بنائی جائے گی۔ سماعت کے دوران کمرہ عدالت میں سیکیورٹی کے سخت انتظامات کیے گئے تھے۔ عدالت نے فریقین کے دلائل سننے کے بعد فیصلہ محفوظ کر لیا اور کیس کی سماعت آئندہ تاریخ تک ملتوی کر دی۔ وکلاء کا کہنا تھا کہ آئین اور قانون کی بالادستی ہر صورت یقینی بنائی جائے گی۔ سماعت کے دوران کمرہ عدالت میں سیکیورٹی کے سخت انتظامات کیے گئے تھے۔ [408,1343,536,2027]
continuation-number: 2 [915,166,937,185]
article-continuation [810,537,938,657]
article-continuation [810,1670,938,2036]
article-continuation [542,969,670,1164]
article-title: پنجاب اسمبلی [574,2325,641,2337]
article-continuation [6,770,134,965]
newspaper-header [0,0,943,24]
article-continuation [6,1516,134,2042]
article-title: مقدمات [723,1275,760,1287]
article-continuation [274,880,402,1700]
article-heading [676,27,804,48]
baqiya-label: بقیہ [141,2469,166,2488]
baqiya-label: بقیہ [810,166,836,185]
baqiya-label: بقیہ [141,28,166,47]
article-continuation [140,982,268,1213]
article-heading [676,1695,804,1715]
article-title: بقیہ [206,32,227,43]
article-body: عدالت نے فریقین کے دلائل سننے کے بعد فیصلہ محفوظ کر لیا اور کیس کی سماعت آئندہ تاریخ تک ملتوی کر دی۔ وکلاء کا کہنا تھا کہ آئین اور قانون کی بالادستی ہر صورت یقینی بنائی جائے گی۔ سماعت کے دوران کمرہ عدالت میں سیکیورٹی کے سخت انتظامات کیے گئے تھے۔ عدالت نے فریقین کے دلائل سننے کے بعد فیصلہ محفوظ کر لیا اور کیس کی سماعت آئندہ تاریخ تک ملتوی کر دی۔ وکلاء کا کہنا تھا کہ آئین اور قانون کی بالادستی ہر صورت یقینی بنائی جائے گی۔ سماعت کے دوران کمرہ عدالت میں سیکیورٹی کے سخت انتظامات کیے گئے تھے۔ عدالت نے فریقین کے دلائل سننے کے بعد فیصلہ محفوظ کر لیا اور کیس کی سماعت آئندہ تاریخ تک ملتوی کر دی۔ وکلاء کا کہنا تھا کہ آئین اور قانون کی بالادستی ہر صورت یقینی بنائی جائے گی۔ سماعت کے دوران کمرہ عدالت میں سیکیورٹی کے سخت انتظامات کیے گئے تھے۔ عدالت نے فریقین کے دلائل سننے کے بعد فیصلہ محفوظ کر لیا اور کیس کی سماعت آئندہ تاریخ تک ملتوی کر دی۔ وکلاء کا کہنا تھا کہ آئین اور قانون کی بالادستی ہر صورت یقینی بنائی جائے گی۔ سماعت کے دوران کمرہ عدالت میں سیکیورٹی کے سخت انتظامات کیے گئے تھے۔ [810,190,938,530]
baqiya-label: بقیہ [7,970,32,989]
baqiya-label: بقیہ [141,1529,166,1548]
continuation-number: 28 [379,28,401,47]
article-body: اجلاس میں اہم فیصلے کیے گئے اور متعلقہ حکام کو ہدایت جاری کی گئی کہ وہ عوامی مسائل کے حل کے لیے فوری اقدامات کریں۔ شرکاء نے صوبے میں جاری ترقیاتی منصوبوں پر اطمینان کا اظہار کیا اور انہیں بروقت مکمل کرنے پر زور دیا۔ اس موقع پر مختلف محکموں کے سربراہان بھی موجود تھے۔ اجلاس میں اہم فیصلے کیے گئے اور متعلقہ حکام کو ہدایت جاری کی گئی کہ وہ عوامی مسائل کے حل کے لیے فوری اقدامات کریں۔ شرکاء نے صوبے میں جاری ترقیاتی منصوبوں پر اطمینان کا اظہار کیا اور انہیں بروقت مکمل کرنے پر زور دیا۔ اس موقع پر مختلف محکموں کے سربراہان بھی موجود تھے۔ اجلاس میں اہم فیصلے کیے گئے اور متعلقہ حکام کو ہدایت جاری کی گئی کہ وہ عوامی مسائل کے حل کے لیے فوری اقدامات کریں۔ شرکاء نے صوبے میں جاری ترقیاتی منصوبوں پر اطمینان کا اظہار کیا اور انہیں بروقت مکمل کرنے پر زور دیا۔ اس موقع پر مختلف محکموں کے سربراہان بھی موجود تھے۔ اجلاس میں اہم فیصلے کیے گئے اور متعلقہ حکام کو ہدایت جاری کی گئی کہ وہ عوامی مسائل کے حل کے لیے فوری اقدامات کریں۔ شرکاء نے صوبے میں جاری ترقیاتی منصوبوں پر اطمینان کا اظہار کیا اور انہیں بروقت مکمل کرنے پر زور دیا۔ اس موقع پر مختلف محکموں کے سربراہان بھی موجود تھے۔ اجلاس میں اہم فیصلے کیے گئے اور متعلقہ حکام کو ہدایت جاری کی گئی کہ وہ عوامی مسائل کے حل کے لیے فوری اقدامات کریں۔ شرکاء نے صوبے میں جاری ترقیاتی منصوبوں پر اطمینان کا اظہار کیا اور انہیں بروقت مکمل کرنے پر زور دیا۔ اس موقع پر مختلف محکموں کے سربراہان بھی موجود تھے۔ اجلاس میں اہم فیصلے کیے گئے اور متعلقہ حکام کو ہدایت جاری کی گئی کہ وہ عوامی مسائل کے حل کے لیے فوری اقدامات کریں۔ شرکاء نے صوبے میں جاری ترقیاتی منصوبوں پر اطمینان کا اظہار کیا اور انہیں بروقت مکمل کرنے پر زور دیا۔ اس موقع پر مختلف محکموں کے سربراہان بھی موجود تھے۔ اجلاس میں اہم فیصلے کیے گئے اور متعلقہ حکام کو ہدایت جاری کی گئی کہ وہ عوامی مسائل کے حل کے لیے فوری اقدامات کریں۔ شرکاء نے صوبے میں جاری ترقیاتی منصوبوں پر اطمینان کا اظہار کیا اور انہیں بروقت مکمل کرنے پر زور دیا۔ اس موقع پر مختلف محکموں کے سربراہان بھی موجود تھے۔ اجلاس میں اہم فیصلے کیے گئے اور متعلقہ حکام کو ہدایت جاری کی گئی کہ وہ عوامی مسائل کے حل کے لیے فوری اقدامات کریں۔ شرکاء نے صوبے میں جاری ترقیاتی منصوبوں پر اطمینان کا اظہار کیا اور انہیں بروقت مکمل کرنے پر زور دیا۔ اس موقع پر مختلف محکموں کے سربراہان بھی موجود تھے۔ اجلاس میں اہم فیصلے کیے گئے اور متعلقہ حکام کو ہدایت جاری کی گئی کہ وہ عوامی مسائل کے حل کے لیے فوری اقدامات کریں۔ شرکاء نے صوبے میں جاری ترقیاتی منصوبوں پر اطمینان کا اظہار کیا اور انہیں بروقت مکمل کرنے پر زور دیا۔ اس موقع پر مختلف محکموں کے سربراہان بھی موجود تھے۔ اجلاس میں اہم فیصلے کیے گئے اور متعلقہ حکام کو ہدایت جاری کی گئی کہ وہ عوامی مسائل کے حل کے لیے فوری اقدامات کریں۔ شرکاء نے صوبے میں جاری ترقیاتی منصوبوں پر اطمینان کا اظہار کیا اور انہیں بروقت مکمل کرنے پر زور دیا۔ اس موقع پر مختلف محکموں کے سربراہان بھی موجود تھے۔ اجلاس میں اہم فیصلے کیے گئے اور متعلقہ حکام کو ہدایت جاری کی گئی کہ وہ عوامی مسائل کے حل کے لیے فوری اقدامات کریں۔ شرکاء نے صوبے میں جاری ترقیاتی منصوبوں پر اطمینان کا اظہار کیا اور انہیں بروقت مکمل کرنے پر زور دیا۔ اس موقع پر مختلف محکموں کے سربراہان بھی موجود تھے۔ اجلاس میں اہم فیصلے کیے گئے اور متعلقہ حکام کو ہدایت جاری کی گئی کہ وہ عوامی مسائل کے حل کے لیے فوری اقدامات کریں۔ شرکاء نے صوبے میں جاری ترقیاتی منصوبوں پر اطمینان کا اظہار کیا اور انہیں بروقت مکمل کرنے پر زور دیا۔ اس موقع پر مختلف محکموں کے سربراہان بھی موجود تھے۔ اجلاس میں اہم فیصلے کیے گئے اور متعلقہ حکام کو ہدایت جاری کی گئی کہ وہ عوامی مسائل کے حل کے لیے فوری اقدامات کریں۔ شرکاء نے صوبے میں جاری ترقیاتی منصوبوں پر اطمینان کا اظہار کیا اور انہیں بروقت مکمل کرنے پر زور دیا۔ اس موقع پر مختلف محکموں کے سربراہان بھی موجود تھے۔ اجلاس میں اہم فیصلے کیے گئے اور متعلقہ حکام کو ہدایت جاری کی گئی کہ وہ عوامی مسائل کے حل کے لیے فوری اقدامات کریں۔ شرکاء نے صوبے میں جاری ترقیاتی منصوبوں پر اطمینان کا اظہار کیا اور انہیں بروقت مکمل کرنے پر زور دیا۔ اس موقع پر مختلف محکموں کے سربراہان بھی موجود تھے۔ [408,52,536,1311]
article-body: عدالت نے فریقین کے دلائل سننے کے بعد فیصلہ محفوظ کر لیا اور کیس کی سماعت آئندہ تاریخ تک ملتوی کر دی۔ وکلاء کا کہنا تھا کہ آئین اور قانون کی بالادستی ہر صورت یقینی بنائی جائے گی۔ سماعت کے دوران کمرہ عدالت میں سیکیورٹی کے سخت انتظامات کیے گئے تھے۔ عدالت نے فریقین کے دلائل سننے کے بعد فیصلہ محفوظ کر لیا اور کیس کی سماعت آئندہ تاریخ تک ملتوی کر دی۔ وکلاء کا کہنا تھا کہ آئین اور قانون کی بالادستی ہر صورت یقینی بنائی جائے گی۔ سماعت کے دوران کمرہ عدالت میں سیکیورٹی کے سخت انتظامات کیے گئے تھے۔ عدالت نے فریقین کے دلائل سننے کے بعد فیصلہ محفوظ کر لیا اور کیس کی سماعت آئندہ تاریخ تک ملتوی کر دی۔ وکلاء کا کہنا تھا کہ آئین اور قانون کی بالادستی ہر صورت یقینی بنائی جائے گی۔ سماعت کے دوران کمرہ عدالت میں سیکیورٹی کے سخت انتظامات کیے گئے تھے۔ [676,1719,804,1973]
continuation-number: 25 [647,2133,669,2152]
article-heading [140,2468,268,2488]
column-5 [271,27,405,2279]
continuation-number: 21 [647,734,669,753]
article-body: خواجہ آصف نے کہا کہ پاکستان کی خارجہ پالیسی کا محور ہمیشہ امن رہا ہے اور ہم خطے میں استحکام کے خواہاں ہیں۔ انہوں نے کہا کہ دشمن کی کسی بھی جارحیت کا منہ توڑ جواب دیا جائے گا اور قوم اپنی افواج کے ساتھ کھڑی ہے۔ حکومت عوام کی فلاح و بہبود کے لیے دن رات کام کر رہی ہے۔ خواجہ آصف نے کہا کہ پاکستان کی خارجہ پالیسی کا محور ہمیشہ امن رہا ہے اور ہم خطے میں استحکام کے خواہاں ہیں۔ انہوں نے کہا کہ دشمن کی کسی بھی جارحیت کا منہ توڑ جواب دیا جائے گا اور قوم اپنی افواج کے ساتھ کھڑی ہے۔ حکومت عوام کی فلاح و بہبود کے لیے دن رات کام کر رہی ہے۔ [676,1482,804,1687]
continuation-number: 34 [245,982,267,1001]
continuation-number: 38 [245,2469,267,2488]
baqiya-label: بقیہ [7,1182,32,1201]
article-heading [408,27,536,48]
continuation-number: 13 [781,651,803,670]
article-continuation [676,1695,804,1975]
article-heading [274,27,402,48]
article-heading [676,1271,804,1291]
masthead-title: جمعرات 19 جون 2025ء (3) روزنامہ نئی الحرز [338,5,605,19]
continuation-number: 40 [112,771,133,790]
article-title: احتجاج [324,1711,356,1722]
baqiya-label: بقیہ [141,228,166,247]
article-heading [676,215,804,235]
article-body: عدالت نے فریقین کے دلائل سننے کے بعد فیصلہ محفوظ کر لیا اور کیس کی سماعت آئندہ تاریخ تک ملتوی کر دی۔ وکلاء کا کہنا تھا کہ آئین اور قانون کی بالادستی ہر صورت یقینی بنائی جائے گی۔ سماعت کے دوران کمرہ عدالت میں سیکیورٹی کے سخت انتظامات کیے گئے تھے۔ عدالت نے فریقین کے دلائل سننے کے بعد فیصلہ محفوظ کر لیا اور کیس کی سماعت آئندہ تاریخ تک ملتوی کر دی۔ وکلاء کا کہنا تھا کہ آئین اور قانون کی بالادستی ہر صورت یقینی بنائی جائے گی۔ سماعت کے دوران کمرہ عدالت میں سیکیورٹی کے سخت انتظامات کیے گئے تھے۔ عدالت نے فریقین کے دلائل سننے کے بعد فیصلہ محفوظ کر لیا اور کیس کی سماعت آئندہ تاریخ تک ملتوی کر دی۔ وکلاء کا کہنا تھا کہ آئین اور قانون کی بالادستی ہر صورت یقینی بنائی جائے گی۔ سماعت کے دوران کمرہ عدالت میں سیکیورٹی کے سخت انتظامات کیے گئے تھے۔ عدالت نے فریقین کے دلائل سننے کے بعد فیصلہ محفوظ کر لیا اور کیس کی سماعت آئندہ تاریخ تک ملتوی کر دی۔ وکلاء کا کہنا تھا کہ آئین اور قانون کی بالادستی ہر صورت یقینی بنائی جائے گی۔ سماعت کے دوران کمرہ عدالت میں سیکیورٹی کے سخت انتظامات کیے گئے تھے۔ [810,1694,938,2034]
article-title: بقیہ [731,32,752,43]
continuation-number: 16 [781,1459,803,1478]
baqiya-label: بقیہ [543,1922,568,1941]
article-title: لانگ مارچ اور احتجاج [435,32,534,43]
article-title: کشمیر بجٹ [311,243,368,255]
article-continuation [542,2320,670,2453]
baqiya-label: بقیہ [543,240,568,259]
baqiya-label: بقیہ [543,28,568,47]
continuation-number: 33 [251,721,267,740]
article-heading [810,663,938,683]
baqiya-label: بقیہ [676,1459,702,1478]
article-title: بقیہ [865,1536,886,1548]
article-title: بقیہ [72,32,93,43]
article-title: انڈونیشیا [452,1323,496,1335]
continuation-number: 7 [915,1532,937,1551]
article-body: اجلاس میں اہم فیصلے کیے گئے اور متعلقہ حکام کو ہدایت جاری کی گئی کہ وہ عوامی مسائل کے حل کے لیے فوری اقدامات کریں۔ شرکاء نے صوبے میں جاری ترقیاتی منصوبوں پر اطمینان کا اظہار کیا اور انہیں بروقت مکمل کرنے پر زور دیا۔ اس موقع پر مختلف محکموں کے سربراہان بھی موجود تھے۔ اجلاس میں اہم فیصلے کیے گئے اور متعلقہ حکام کو ہدایت جاری کی گئی کہ وہ عوامی مسائل کے حل کے لیے فوری اقدامات کریں۔ شرکاء نے صوبے میں جاری ترقیاتی منصوبوں پر اطمینان کا اظہار کیا اور انہیں بروقت مکمل کرنے پر زور دیا۔ اس موقع پر مختلف محکموں کے سربراہان بھی موجود تھے۔ [6,582,134,763]
article-continuation [140,27,268,222]
baqiya-label: بقیہ [7,28,32,47]
article-body: اجلاس میں اہم فیصلے کیے گئے اور متعلقہ حکام کو ہدایت جاری کی گئی کہ وہ عوامی مسائل کے حل کے لیے فوری اقدامات کریں۔ شرکاء نے صوبے میں جاری ترقیاتی منصوبوں پر اطمینان کا اظہار کیا اور انہیں بروقت مکمل کرنے پر زور دیا۔ اس موقع پر مختلف محکموں کے سربراہان بھی موجود تھے۔ اجلاس میں اہم فیصلے کیے گئے اور متعلقہ حکام کو ہدایت جاری کی گئی کہ وہ عوامی مسائل کے حل کے لیے فوری اقدامات کریں۔ شرکاء نے صوبے میں جاری ترقیاتی منصوبوں پر اطمینان کا اظہار کیا اور انہیں بروقت مکمل کرنے پر زور دیا۔ اس موقع پر مختلف محکموں کے سربراہان بھی موجود تھے۔ اجلاس میں اہم فیصلے کیے گئے اور متعلقہ حکام کو ہدایت جاری کی گئی کہ وہ عوامی مسائل کے حل کے لیے فوری اقدامات کریں۔ شرکاء نے صوبے میں جاری ترقیاتی منصوبوں پر اطمینان کا اظہار کیا اور انہیں بروقت مکمل کرنے پر زور دیا۔ اس موقع پر مختلف محکموں کے سربراہان بھی موجود تھے۔ [140,1243,268,1522]
article-heading [810,1532,938,1552]
article-title: اختر علی خان [708,219,774,230]
baqiya-label: بقیہ [810,1671,836,1690]
article-heading [274,880,402,901]
continuation-number: 9 [915,2042,937,2061]
baqiya-label: بقیہ [409,28,434,47]
baqiya-label: بقیہ [676,1696,702,1715]
continuation-number: 19 [647,28,669,47]
article-heading [810,1136,938,1156]
baqiya-label: بقیہ [141,1219,166,1238]
article-heading [676,651,804,671]
article-heading [676,451,804,471]
article-heading [542,1169,670,1190]
baqiya-label: بقیہ [676,28,702,47]
article-title: ابراہیم حسین [39,1521,105,1532]
continuation-number: 20 [647,240,669,259]
article-body: ماہرین کے مطابق ملکی معیشت بتدریج بہتری کی جانب گامزن ہے اور آنے والے مہینوں میں مہنگائی کی شرح میں مزید کمی متوقع ہے۔ بجٹ میں عام آدمی کو ریلیف دینے کے لیے متعدد اقدامات تجویز کیے گئے ہیں جن کا مقصد روزگار کے مواقع بڑھانا ہے۔ ماہرین کے مطابق ملکی معیشت بتدریج بہتری کی جانب گامزن ہے اور آنے والے مہینوں میں مہنگائی کی شرح میں مزید کمی متوقع ہے۔ بجٹ میں عام آدمی کو ریلیف دینے کے لیے متعدد اقدامات تجویز کیے گئے ہیں جن کا مقصد روزگار کے مواقع بڑھانا ہے۔ ماہرین کے مطابق ملکی معیشت بتدریج بہتری کی جانب گامزن ہے اور آنے والے مہینوں میں مہنگائی کی شرح میں مزید کمی متوقع ہے۔ بجٹ میں عام آدمی کو ریلیف دینے کے لیے متعدد اقدامات تجویز کیے گئے ہیں جن کا مقصد روزگار کے مواقع بڑھانا ہے۔ ماہرین کے مطابق ملکی معیشت بتدریج بہتری کی جانب گامزن ہے اور آنے والے مہینوں میں مہنگائی کی شرح میں مزید کمی متوقع ہے۔ بجٹ میں عام آدمی کو ریلیف دینے کے لیے متعدد اقدامات تجویز کیے گئے ہیں جن کا مقصد روزگار کے مواقع بڑھانا ہے۔ ماہرین کے مطابق ملکی معیشت بتدریج بہتری کی جانب گامزن ہے اور آنے والے مہینوں میں مہنگائی کی شرح میں مزید کمی متوقع ہے۔ بجٹ میں عام آدمی کو ریلیف دینے کے لیے متعدد اقدامات تجویز کیے گئے ہیں جن کا مقصد روزگار کے مواقع بڑھانا ہے۔ [676,801,804,1264]
article-body: خواجہ آصف نے کہا کہ پاکستان کی خارجہ پالیسی کا محور ہمیشہ امن رہا ہے اور ہم خطے میں استحکام کے خواہاں ہیں۔ انہوں نے کہا کہ دشمن کی کسی بھی جارحیت کا منہ توڑ جواب دیا جائے گا اور قوم اپنی افواج کے ساتھ کھڑی ہے۔ حکومت عوام کی فلاح و بہبود کے لیے دن رات کام کر رہی ہے۔ خواجہ آصف نے کہا کہ پاکستان کی خارجہ پالیسی کا محور ہمیشہ امن رہا ہے اور ہم خطے میں استحکام کے خواہاں ہیں۔ انہوں نے کہا کہ دشمن کی کسی بھی جارحیت کا منہ توڑ جواب دیا جائے گا اور قوم اپنی افواج کے ساتھ کھڑی ہے۔ حکومت عوام کی فلاح و بہبود کے لیے دن رات کام کر رہی ہے۔ [542,757,670,963]
continuation-number: 17 [781,1696,803,1715]
article-continuation [810,875,938,1131]
article-title: محمد حسن اقبال [702,781,784,793]
column-6 [137,27,271,2574]
article-heading [676,776,804,797]
article-title: منصور علی شاہ [837,170,914,182]
baqiya-label: بقیہ [141,721,166,740]
baqiya-label: بقیہ [543,2133,568,2152]
article-continuation [810,2042,938,2248]
baqiya-label: بقیہ [810,664,836,683]
article-title: بلال زبیر [51,562,92,574]
article-title: کشتی حادثہ [177,1533,235,1545]
continuation-number: 31 [379,1706,401,1725]
continuation-number: 1 [915,28,937,47]
article-continuation [676,1458,804,1689]
baqiya-label: بقیہ [409,1320,434,1339]
article-body: ماہرین کے مطابق ملکی معیشت بتدریج بہتری کی جانب گامزن ہے اور آنے والے مہینوں میں مہنگائی کی شرح میں مزید کمی متوقع ہے۔ بجٹ میں عام آدمی کو ریلیف دینے کے لیے متعدد اقدامات تجویز کیے گئے ہیں جن کا مقصد روزگار کے مواقع بڑھانا ہے۔ ماہرین کے مطابق ملکی معیشت بتدریج بہتری کی جانب گامزن ہے اور آنے والے مہینوں میں مہنگائی کی شرح میں مزید کمی متوقع ہے۔ بجٹ میں عام آدمی کو ریلیف دینے کے لیے متعدد اقدامات تجویز کیے گئے ہیں جن کا مقصد روزگار کے مواقع بڑھانا ہے۔ [542,52,670,232]
article-title: اطالوی جہاز [310,32,369,43]
article-continuation [140,227,268,716]
article-continuation [6,969,134,1176]
article-heading [140,27,268,48]
baqiya-label: بقیہ [141,2072,166,2091]
article-heading [140,982,268,1002]
article-continuation [542,1921,670,2128]
article-body: علاقے کے مکینوں نے بجلی اور پانی کی عدم فراہمی کے خلاف احتجاج کیا اور مطالبہ کیا کہ مسائل فوری حل کیے جائیں۔ مظاہرین نے کہا کہ شدید گرمی میں طویل لوڈ شیڈنگ نے زندگی اجیرن کر دی ہے۔ انتظامیہ نے یقین دہانی کرائی کہ جلد بہتری آئے گی۔ علاقے کے مکینوں نے بجلی اور پانی کی عدم فراہمی کے خلاف احتجاج کیا اور مطالبہ کیا کہ مسائل فوری حل کیے جائیں۔ مظاہرین نے کہا کہ شدید گرمی میں طویل لوڈ شیڈنگ نے زندگی اجیرن کر دی ہے۔ انتظامیہ نے یقین دہانی کرائی کہ جلد بہتری آئے گی۔ [542,2157,670,2313]
article-body: علاقے کے مکینوں نے بجلی اور پانی کی عدم فراہمی کے خلاف احتجاج کیا اور مطالبہ کیا کہ مسائل فوری حل کیے جائیں۔ مظاہرین نے کہا کہ شدید گرمی میں طویل لوڈ شیڈنگ نے زندگی اجیرن کر دی ہے۔ انتظامیہ نے یقین دہانی کرائی کہ جلد بہتری آئے گی۔ علاقے کے مکینوں نے بجلی اور پانی کی عدم فراہمی کے خلاف احتجاج کیا اور مطالبہ کیا کہ مسائل فوری حل کیے جائیں۔ مظاہرین نے کہا کہ شدید گرمی میں طویل لوڈ شیڈنگ نے زندگی اجیرن کر دی ہے۔ انتظامیہ نے یقین دہانی کرائی کہ جلد بہتری آئے گی۔ علاقے کے مکینوں نے بجلی اور پانی کی عدم فراہمی کے خلاف احتجاج کیا اور مطالبہ کیا کہ مسائل فوری حل کیے جائیں۔ مظاہرین نے کہا کہ شدید گرمی میں طویل لوڈ شیڈنگ نے زندگی اجیرن کر دی ہے۔ انتظامیہ نے یقین دہانی کرائی کہ جلد بہتری آئے گی۔ علاقے کے مکینوں نے بجلی اور پانی کی عدم فراہمی کے خلاف احتجاج کیا اور مطالبہ کیا کہ مسائل فوری حل کیے جائیں۔ مظاہرین نے کہا کہ شدید گرمی میں طویل لوڈ شیڈنگ نے زندگی اجیرن کر دی ہے۔ انتظامیہ نے یقین دہانی کرائی کہ جلد بہتری آئے گی۔ علاقے کے مکینوں نے بجلی اور پانی کی عدم فراہمی کے خلاف احتجاج کیا اور مطالبہ کیا کہ مسائل فوری حل کیے جائیں۔ مظاہرین نے کہا کہ شدید گرمی میں طویل لوڈ شیڈنگ نے زندگی اجیرن کر دی ہے۔ انتظامیہ نے یقین دہانی کرائی کہ جلد بہتری آئے گی۔ علاقے کے مکینوں نے بجلی اور پانی کی عدم فراہمی کے خلاف احتجاج کیا اور مطالبہ کیا کہ مسائل فوری حل کیے جائیں۔ مظاہرین نے کہا کہ شدید گرمی میں طویل لوڈ شیڈنگ نے زندگی اجیرن کر دی ہے۔ انتظامیہ نے یقین دہانی کرائی کہ جلد بہتری آئے گی۔ علاقے کے مکینوں نے بجلی اور پانی کی عدم فراہمی کے خلاف احتجاج کیا اور مطالبہ کیا کہ مسائل فوری حل کیے جائیں۔ مظاہرین نے کہا کہ شدید گرمی میں طویل لوڈ شیڈنگ نے زندگی اجیرن کر دی ہے۔ انتظامیہ نے یقین دہانی کرائی کہ جلد بہتری آئے گی۔ علاقے کے مکینوں نے بجلی اور پانی کی عدم فراہمی کے خلاف احتجاج کیا اور مطالبہ کیا کہ مسائل فوری حل کیے جائیں۔ مظاہرین نے کہا کہ شدید گرمی میں طویل لوڈ شیڈنگ نے زندگی اجیرن کر دی ہے۔ انتظامیہ نے یقین دہانی کرائی کہ جلد بہتری آئے گی۔ [274,263,402,873]
article-continuation [140,1218,268,1523]
article-heading [542,27,670,48]
article-continuation [140,2468,268,2576]
baqiya-label: بقیہ [810,2042,836,2061]
article-body: عدالت نے فریقین کے دلائل سننے کے بعد فیصلہ محفوظ کر لیا اور کیس کی سماعت آئندہ تاریخ تک ملتوی کر دی۔ وکلاء کا کہنا تھا کہ آئین اور قانون کی بالادستی ہر صورت یقینی بنائی جائے گی۔ سماعت کے دوران کمرہ عدالت میں سیکیورٹی کے سخت انتظامات کیے گئے تھے۔ عدالت نے فریقین کے دلائل سننے کے بعد فیصلہ محفوظ کر لیا اور کیس کی سماعت آئندہ تاریخ تک ملتوی کر دی۔ وکلاء کا کہنا تھا کہ آئین اور قانون کی بالادستی ہر صورت یقینی بنائی جائے گی۔ سماعت کے دوران کمرہ عدالت میں سیکیورٹی کے سخت انتظامات کیے گئے تھے۔ [140,52,268,220]
article-continuation [810,27,938,160]
baqiya-label: بقیہ [543,970,568,989]
article-heading [408,1319,536,1339]
article-title: چائنس وردوھ [842,1140,908,1152]
continuation-number: 39 [112,559,133,578]
column-4 [405,27,538,2027]
article-body: خواجہ آصف نے کہا کہ پاکستان کی خارجہ پالیسی کا محور ہمیشہ امن رہا ہے اور ہم خطے میں استحکام کے خواہاں ہیں۔ انہوں نے کہا کہ دشمن کی کسی بھی جارحیت کا منہ توڑ جواب دیا جائے گا اور قوم اپنی افواج کے ساتھ کھڑی ہے۔ حکومت عوام کی فلاح و بہبود کے لیے دن رات کام کر رہی ہے۔ خواجہ آصف نے کہا کہ پاکستان کی خارجہ پالیسی کا محور ہمیشہ امن رہا ہے اور ہم خطے میں استحکام کے خواہاں ہیں۔ انہوں نے کہا کہ دشمن کی کسی بھی جارحیت کا منہ توڑ جواب دیا جائے گا اور قوم اپنی افواج کے ساتھ کھڑی ہے۔ حکومت عوام کی فلاح و بہبود کے لیے دن رات کام کر رہی ہے۔ [140,1006,268,1212]
article-title: عارف علوی [848,668,903,679]
baqiya-label: بقیہ [676,216,702,235]
column-3 [538,27,672,2452]
article-body: اجلاس میں اہم فیصلے کیے گئے اور متعلقہ حکام کو ہدایت جاری کی گئی کہ وہ عوامی مسائل کے حل کے لیے فوری اقدامات کریں۔ شرکاء نے صوبے میں جاری ترقیاتی منصوبوں پر اطمینان کا اظہار کیا اور انہیں بروقت مکمل کرنے پر زور دیا۔ اس موقع پر مختلف محکموں کے سربراہان بھی موجود تھے۔ اجلاس میں اہم فیصلے کیے گئے اور متعلقہ حکام کو ہدایت جاری کی گئی کہ وہ عوامی مسائل کے حل کے لیے فوری اقدامات کریں۔ شرکاء نے صوبے میں جاری ترقیاتی منصوبوں پر اطمینان کا اظہار کیا اور انہیں بروقت مکمل کرنے پر زور دیا۔ اس موقع پر مختلف محکموں کے سربراہان بھی موجود تھے۔ اجلاس میں اہم فیصلے کیے گئے اور متعلقہ حکام کو ہدایت جاری کی گئی کہ وہ عوامی مسائل کے حل کے لیے فوری اقدامات کریں۔ شرکاء نے صوبے میں جاری ترقیاتی منصوبوں پر اطمینان کا اظہار کیا اور انہیں بروقت مکمل کرنے پر زور دیا۔ اس موقع پر مختلف محکموں کے سربراہان بھی موجود تھے۔ اجلاس میں اہم فیصلے کیے گئے اور متعلقہ حکام کو ہدایت جاری کی گئی کہ وہ عوامی مسائل کے حل کے لیے فوری اقدامات کریں۔ شرکاء نے صوبے میں جاری ترقیاتی منصوبوں پر اطمینان کا اظہار کیا اور انہیں بروقت مکمل کرنے پر زور دیا۔ اس موقع پر مختلف محکموں کے سربراہان بھی موجود تھے۔ [810,1160,938,1525]
column-7 [3,27,137,2040]
continuation-number: 8 [915,1671,937,1690]
continuation-number: 24 [647,1922,669,1941]
baqiya-label: بقیہ [7,559,32,578]
